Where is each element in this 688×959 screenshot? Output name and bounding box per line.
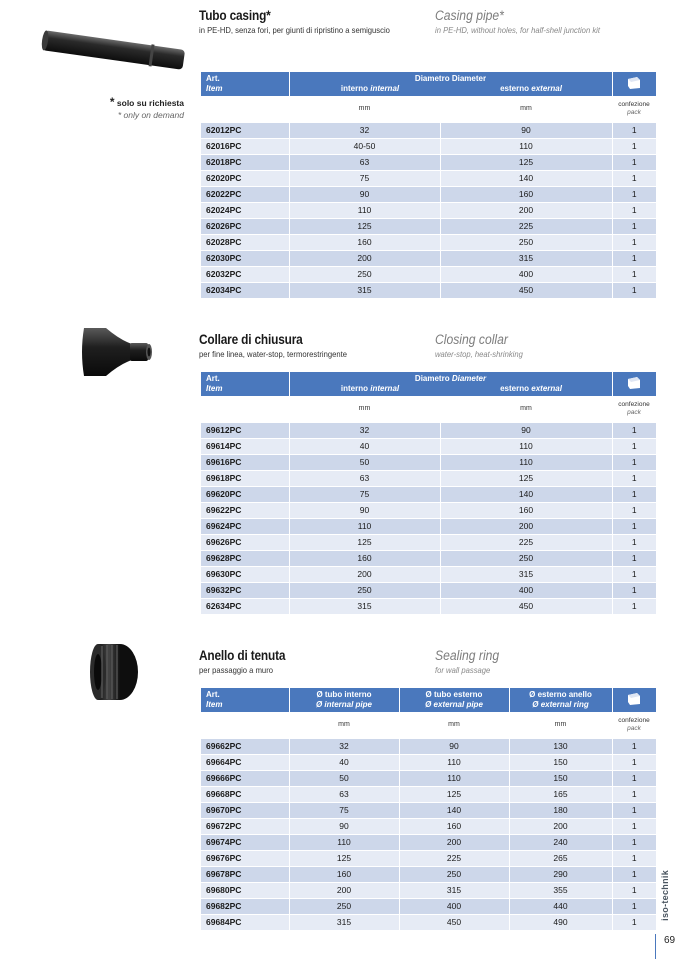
diameter-header: Diametro Diameter interno internal esterno external [289,72,612,96]
diameter-value: 400 [440,266,612,282]
item-code: 69624PC [201,518,289,534]
table-row [201,422,656,438]
diameter-value: 110 [440,454,612,470]
table-header [201,688,656,712]
table-row [201,282,656,298]
table-row [201,534,656,550]
pack-qty: 1 [612,818,656,834]
table-row [201,454,656,470]
diameter-value: 125 [289,850,399,866]
table-row [201,770,656,786]
table-row [201,582,656,598]
diameter-value: 165 [509,786,612,802]
diameter-value: 63 [289,154,440,170]
pack-qty: 1 [612,802,656,818]
diameter-value: 450 [399,914,509,930]
diameter-value: 140 [399,802,509,818]
pack-header [612,372,656,396]
package-icon [626,376,642,390]
art-header: Art. Item [201,372,289,396]
table-row [201,186,656,202]
diameter-value: 200 [399,834,509,850]
diameter-value: 315 [440,250,612,266]
section-subtitle-it: in PE-HD, senza fori, per giunti di ripristino a semiguscio [199,25,390,35]
units-row: mm mm mm confezione pack [201,712,656,738]
pack-qty: 1 [612,170,656,186]
table-row [201,202,656,218]
diameter-value: 200 [440,202,612,218]
diameter-value: 240 [509,834,612,850]
diameter-value: 160 [399,818,509,834]
pack-qty: 1 [612,438,656,454]
section-title-it: Collare di chiusura [199,332,303,347]
pack-qty: 1 [612,234,656,250]
item-code: 69620PC [201,486,289,502]
pack-qty: 1 [612,502,656,518]
closing-collar-table [201,372,656,615]
item-code: 62018PC [201,154,289,170]
table-row [201,138,656,154]
item-code: 62012PC [201,122,289,138]
units-row: mm mm confezione pack [201,96,656,122]
diameter-value: 200 [440,518,612,534]
item-code: 69622PC [201,502,289,518]
units-row: mm mm confezione pack [201,396,656,422]
section-subtitle-it: per fine linea, water-stop, termorestringente [199,349,347,359]
table-row [201,802,656,818]
item-code: 69680PC [201,882,289,898]
external-ring-header: Ø esterno anello Ø external ring [509,688,612,712]
diameter-value: 250 [289,898,399,914]
table-row [201,598,656,614]
pack-qty: 1 [612,534,656,550]
item-code: 62020PC [201,170,289,186]
diameter-value: 125 [440,470,612,486]
pack-qty: 1 [612,834,656,850]
diameter-value: 110 [440,438,612,454]
pack-qty: 1 [612,250,656,266]
diameter-value: 40 [289,438,440,454]
pack-qty: 1 [612,266,656,282]
section-title-it: Anello di tenuta [199,648,286,663]
item-code: 62032PC [201,266,289,282]
section-subtitle-en: in PE-HD, without holes, for half-shell junction kit [435,25,600,35]
section-title-en: Sealing ring [435,648,500,663]
item-code: 69632PC [201,582,289,598]
item-code: 62024PC [201,202,289,218]
diameter-value: 140 [440,170,612,186]
item-code: 69614PC [201,438,289,454]
diameter-value: 180 [509,802,612,818]
diameter-value: 125 [399,786,509,802]
casing-pipe-image [38,28,188,78]
internal-pipe-header: Ø tubo interno Ø internal pipe [289,688,399,712]
sealing-ring-table [201,688,656,931]
diameter-value: 225 [440,534,612,550]
item-code: 62030PC [201,250,289,266]
diameter-value: 450 [440,598,612,614]
item-code: 69682PC [201,898,289,914]
diameter-value: 32 [289,122,440,138]
diameter-value: 90 [440,122,612,138]
sealing-ring-image [88,640,140,704]
external-pipe-header: Ø tubo esterno Ø external pipe [399,688,509,712]
pack-header [612,688,656,712]
diameter-value: 90 [289,186,440,202]
diameter-value: 315 [440,566,612,582]
item-code: 69628PC [201,550,289,566]
table-row [201,154,656,170]
brand-logo [660,870,680,930]
diameter-header: Diametro Diameter interno internal esterno external [289,372,612,396]
pack-qty: 1 [612,786,656,802]
pack-qty: 1 [612,566,656,582]
item-code: 69630PC [201,566,289,582]
diameter-value: 315 [399,882,509,898]
table-row [201,786,656,802]
table-body [201,422,656,614]
table-row [201,502,656,518]
pack-qty: 1 [612,518,656,534]
diameter-value: 315 [289,282,440,298]
diameter-value: 63 [289,470,440,486]
item-code: 69664PC [201,754,289,770]
pack-qty: 1 [612,486,656,502]
item-code: 69678PC [201,866,289,882]
pack-qty: 1 [612,914,656,930]
pack-qty: 1 [612,138,656,154]
diameter-value: 400 [440,582,612,598]
table-row [201,122,656,138]
pack-qty: 1 [612,754,656,770]
item-code: 69616PC [201,454,289,470]
diameter-value: 110 [289,202,440,218]
table-row [201,470,656,486]
item-code: 69684PC [201,914,289,930]
pack-qty: 1 [612,186,656,202]
diameter-value: 32 [289,738,399,754]
diameter-value: 125 [289,218,440,234]
diameter-value: 40 [289,754,399,770]
table-row [201,218,656,234]
section-subtitle-en: water-stop, heat-shrinking [435,349,523,359]
diameter-value: 315 [289,914,399,930]
table-header [201,72,656,96]
item-code: 62028PC [201,234,289,250]
item-code: 69612PC [201,422,289,438]
diameter-value: 450 [440,282,612,298]
diameter-value: 90 [440,422,612,438]
table-body [201,738,656,930]
diameter-value: 110 [440,138,612,154]
diameter-value: 200 [509,818,612,834]
item-code: 69672PC [201,818,289,834]
diameter-value: 225 [399,850,509,866]
pack-qty: 1 [612,122,656,138]
item-code: 62026PC [201,218,289,234]
page-number-rule [655,934,656,959]
pack-qty: 1 [612,770,656,786]
item-code: 69666PC [201,770,289,786]
item-code: 69670PC [201,802,289,818]
diameter-value: 40-50 [289,138,440,154]
package-icon [626,76,642,90]
diameter-value: 160 [440,502,612,518]
diameter-value: 90 [399,738,509,754]
diameter-value: 110 [399,770,509,786]
diameter-value: 440 [509,898,612,914]
diameter-value: 90 [289,818,399,834]
diameter-value: 125 [440,154,612,170]
diameter-value: 50 [289,454,440,470]
diameter-value: 315 [289,598,440,614]
pack-qty: 1 [612,898,656,914]
diameter-value: 150 [509,770,612,786]
diameter-value: 125 [289,534,440,550]
pack-qty: 1 [612,470,656,486]
table-row [201,850,656,866]
on-demand-note: * solo su richiesta * only on demand [90,96,184,121]
section-title-en: Closing collar [435,332,508,347]
section-title-en: Casing pipe* [435,8,504,23]
pack-qty: 1 [612,866,656,882]
table-row [201,566,656,582]
pack-qty: 1 [612,882,656,898]
item-code: 69662PC [201,738,289,754]
pack-qty: 1 [612,454,656,470]
diameter-value: 265 [509,850,612,866]
brand-text: iso-technik [660,870,670,921]
diameter-value: 250 [399,866,509,882]
diameter-value: 225 [440,218,612,234]
item-code: 69674PC [201,834,289,850]
section-subtitle-it: per passaggio a muro [199,665,273,675]
table-row [201,882,656,898]
diameter-value: 63 [289,786,399,802]
pack-qty: 1 [612,550,656,566]
table-row [201,438,656,454]
diameter-value: 50 [289,770,399,786]
table-row [201,914,656,930]
table-row [201,866,656,882]
art-header: Art. Item [201,72,289,96]
diameter-value: 75 [289,170,440,186]
diameter-value: 110 [289,518,440,534]
table-row [201,834,656,850]
pack-qty: 1 [612,422,656,438]
diameter-value: 90 [289,502,440,518]
pack-qty: 1 [612,582,656,598]
diameter-value: 250 [440,234,612,250]
pack-qty: 1 [612,154,656,170]
pack-qty: 1 [612,598,656,614]
casing-pipe-table [201,72,656,299]
diameter-value: 160 [289,234,440,250]
pack-qty: 1 [612,738,656,754]
diameter-value: 355 [509,882,612,898]
diameter-value: 490 [509,914,612,930]
diameter-value: 200 [289,250,440,266]
table-row [201,266,656,282]
table-row [201,486,656,502]
item-code: 62022PC [201,186,289,202]
table-row [201,738,656,754]
page-number: 69 [664,935,676,946]
diameter-value: 75 [289,486,440,502]
diameter-value: 130 [509,738,612,754]
diameter-value: 160 [440,186,612,202]
diameter-value: 160 [289,550,440,566]
pack-qty: 1 [612,202,656,218]
pack-qty: 1 [612,218,656,234]
table-row [201,170,656,186]
item-code: 69676PC [201,850,289,866]
closing-collar-image [76,324,158,380]
diameter-value: 200 [289,566,440,582]
pack-header [612,72,656,96]
section-title-it: Tubo casing* [199,8,271,23]
table-row [201,818,656,834]
package-icon [626,692,642,706]
diameter-value: 140 [440,486,612,502]
table-row [201,898,656,914]
diameter-value: 200 [289,882,399,898]
note-en: * only on demand [117,110,184,120]
item-code: 69618PC [201,470,289,486]
item-code: 69626PC [201,534,289,550]
diameter-value: 160 [289,866,399,882]
diameter-value: 150 [509,754,612,770]
table-row [201,234,656,250]
diameter-value: 110 [399,754,509,770]
diameter-value: 250 [289,582,440,598]
item-code: 62634PC [201,598,289,614]
diameter-value: 32 [289,422,440,438]
diameter-value: 75 [289,802,399,818]
diameter-value: 250 [289,266,440,282]
table-body [201,122,656,298]
table-header [201,372,656,396]
diameter-value: 400 [399,898,509,914]
table-row [201,250,656,266]
table-row [201,754,656,770]
pack-qty: 1 [612,282,656,298]
section-subtitle-en: for wall passage [435,665,491,675]
table-row [201,550,656,566]
item-code: 62034PC [201,282,289,298]
diameter-value: 110 [289,834,399,850]
item-code: 69668PC [201,786,289,802]
diameter-value: 290 [509,866,612,882]
table-row [201,518,656,534]
note-it: solo su richiesta [116,98,184,108]
diameter-value: 250 [440,550,612,566]
art-header: Art. Item [201,688,289,712]
item-code: 62016PC [201,138,289,154]
pack-qty: 1 [612,850,656,866]
